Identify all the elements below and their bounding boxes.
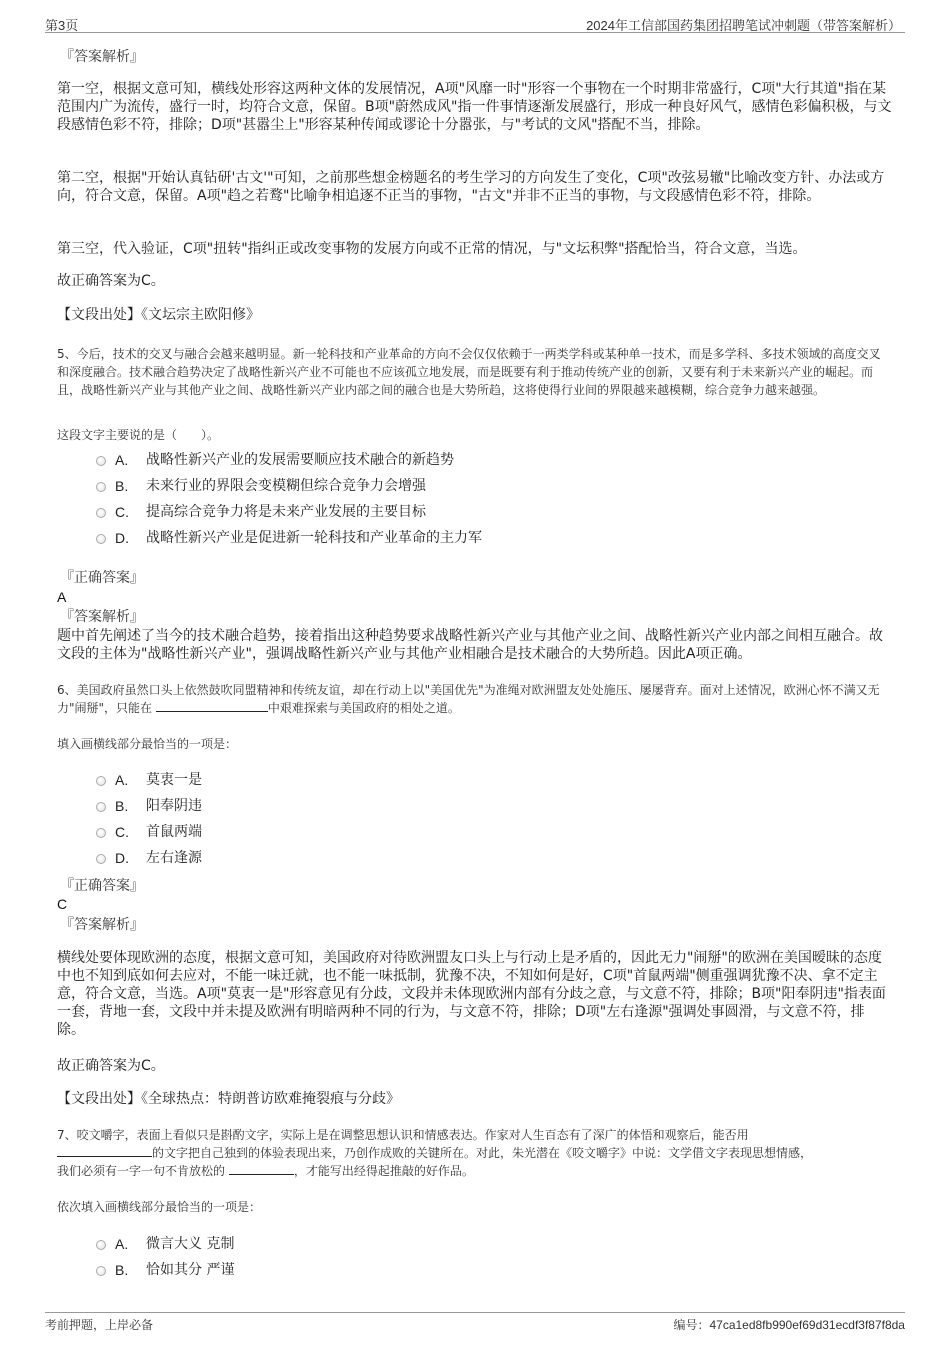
q4-analysis-para1: 第一空，根据文意可知，横线处形容这两种文体的发展情况，A项"风靡一时"形容一个事物在一个时期非常盛行，C项"大行其道"指在某范围内广为流传，盛行一时，均符合文意，保留。B项"蔚然成风"指一件事情逐渐发展盛行，形成一种良好风气，感情色彩偏积极，与文段感情色彩不符，排除；D项"甚嚣尘上"形容某种传闻或谬论十分嚣张，与"考试的文风"搭配不当，排除。 <box>57 81 892 133</box>
radio-button-icon[interactable] <box>96 456 106 466</box>
q6-conclusion: 故正确答案为C。 <box>57 1058 165 1074</box>
radio-button-icon[interactable] <box>96 854 106 864</box>
q5-option-a[interactable]: A. 战略性新兴产业的发展需要顺应技术融合的新趋势 <box>57 447 657 473</box>
q4-conclusion: 故正确答案为C。 <box>57 273 165 289</box>
q5-answer-label: 『正确答案』 <box>60 570 144 586</box>
radio-button-icon[interactable] <box>96 534 106 544</box>
q6-option-a[interactable]: A. 莫衷一是 <box>57 767 657 793</box>
q6-option-c[interactable]: C. 首鼠两端 <box>57 819 657 845</box>
q6-options <box>57 767 657 871</box>
q4-source: 【文段出处】《文坛宗主欧阳修》 <box>57 307 260 323</box>
fill-blank <box>57 1144 152 1157</box>
radio-button-icon[interactable] <box>96 482 106 492</box>
radio-button-icon[interactable] <box>96 802 106 812</box>
q6-analysis: 横线处要体现欧洲的态度，根据文意可知，美国政府对待欧洲盟友口头上与行动上是矛盾的，因此无力"闹掰"的欧洲在美国暧昧的态度中也不知到底如何去应对，不能一味迁就，也不能一味抵制，犹豫不决，不知如何是好，C项"首鼠两端"侧重强调犹豫不决、拿不定主意，符合文意，当选。A项"莫衷一是"形容意见有分歧，文段并未体现欧洲内部有分歧之意，与文意不符，排除；B项"阳奉阴违"指表面一套，背地一套，文段中并未提及欧洲有明暗两种不同的行为，与文意不符，排除；D项"左右逢源"强调处事圆滑，与文意不符，排除。 <box>57 950 886 1038</box>
q7-prompt: 依次填入画横线部分最恰当的一项是： <box>57 1200 262 1214</box>
q6-source: 【文段出处】《全球热点：特朗普访欧难掩裂痕与分歧》 <box>57 1091 400 1107</box>
radio-button-icon[interactable] <box>96 828 106 838</box>
page-footer <box>45 1312 905 1333</box>
q5-option-b[interactable]: B. 未来行业的界限会变模糊但综合竞争力会增强 <box>57 473 657 499</box>
q6-option-d[interactable]: D. 左右逢源 <box>57 845 657 871</box>
q5-options <box>57 447 657 551</box>
document-serial: 编号：47ca1ed8fb990ef69d31ecdf3f87f8da <box>673 1318 905 1332</box>
document-title: 2024年工信部国药集团招聘笔试冲刺题（带答案解析） <box>586 18 901 33</box>
q5-analysis-label: 『答案解析』 <box>60 609 144 625</box>
radio-button-icon[interactable] <box>96 1266 106 1276</box>
q6-analysis-label: 『答案解析』 <box>60 917 144 933</box>
page-header <box>45 10 905 33</box>
fill-blank <box>156 699 268 712</box>
footer-slogan: 考前押题，上岸必备 <box>45 1318 154 1332</box>
q6-answer-label: 『正确答案』 <box>60 878 144 894</box>
q6-stem: 6、美国政府虽然口头上依然鼓吹同盟精神和传统友谊，却在行动上以"美国优先"为准绳对欧洲盟友处处施压、屡屡背弃。面对上述情况，欧洲心怀不满又无力"闹掰"，只能在 中艰难探索与美国政府的相处之道。 <box>57 683 880 715</box>
radio-button-icon[interactable] <box>96 508 106 518</box>
q4-analysis-para3: 第三空，代入验证，C项"扭转"指纠正或改变事物的发展方向或不正常的情况，与"文坛积弊"搭配恰当，符合文意，当选。 <box>57 241 807 257</box>
q5-analysis: 题中首先阐述了当今的技术融合趋势，接着指出这种趋势要求战略性新兴产业与其他产业之间、战略性新兴产业内部之间相互融合。故文段的主体为"战略性新兴产业"，强调战略性新兴产业与其他产业相融合是技术融合的大势所趋。因此A项正确。 <box>57 628 883 662</box>
fill-blank <box>229 1162 294 1175</box>
q7-option-b[interactable]: B. 恰如其分 严谨 <box>57 1257 657 1283</box>
q5-option-d[interactable]: D. 战略性新兴产业是促进新一轮科技和产业革命的主力军 <box>57 525 657 551</box>
q7-stem: 7、咬文嚼字，表面上看似只是斟酌文字，实际上是在调整思想认识和情感表达。作家对人生百态有了深广的体悟和观察后，能否用 的文字把自己独到的体验表现出来，乃创作成败的关键所在。对此，朱光潜在《咬文嚼字》中说：文学借文字表现思想情感， 我们必须有一字一句不肯放松的 ，才能写出经得起推敲的好作品。 <box>57 1128 813 1178</box>
q4-analysis-para2: 第二空，根据"开始认真钻研'古文'"可知，之前那些想金榜题名的考生学习的方向发生了变化，C项"改弦易辙"比喻改变方针、办法或方向，符合文意，保留。A项"趋之若鹜"比喻争相追逐不正当的事物，"古文"并非不正当的事物，与文段感情色彩不符，排除。 <box>57 170 885 204</box>
q7-option-a[interactable]: A. 微言大义 克制 <box>57 1231 657 1257</box>
q6-answer: C <box>57 896 68 912</box>
q6-option-b[interactable]: B. 阳奉阴违 <box>57 793 657 819</box>
q5-option-c[interactable]: C. 提高综合竞争力将是未来产业发展的主要目标 <box>57 499 657 525</box>
radio-button-icon[interactable] <box>96 1240 106 1250</box>
page-number: 第3页 <box>45 18 79 33</box>
q5-prompt: 这段文字主要说的是（ ）。 <box>57 428 220 442</box>
radio-button-icon[interactable] <box>96 776 106 786</box>
q5-stem: 5、今后，技术的交叉与融合会越来越明显。新一轮科技和产业革命的方向不会仅仅依赖于一两类学科或某种单一技术，而是多学科、多技术领域的高度交叉和深度融合。技术融合趋势决定了战略性新兴产业不可能也不应该孤立地发展，而是既要有利于推动传统产业的创新，又要有利于未来新兴产业的崛起。而且，战略性新兴产业与其他产业之间、战略性新兴产业内部之间的融合也是大势所趋，这将使得行业间的界限越来越模糊，综合竞争力越来越强。 <box>57 347 881 397</box>
q7-options <box>57 1231 657 1283</box>
q6-prompt: 填入画横线部分最恰当的一项是： <box>57 737 238 751</box>
q4-analysis-label: 『答案解析』 <box>60 49 144 65</box>
q5-answer: A <box>57 589 67 605</box>
